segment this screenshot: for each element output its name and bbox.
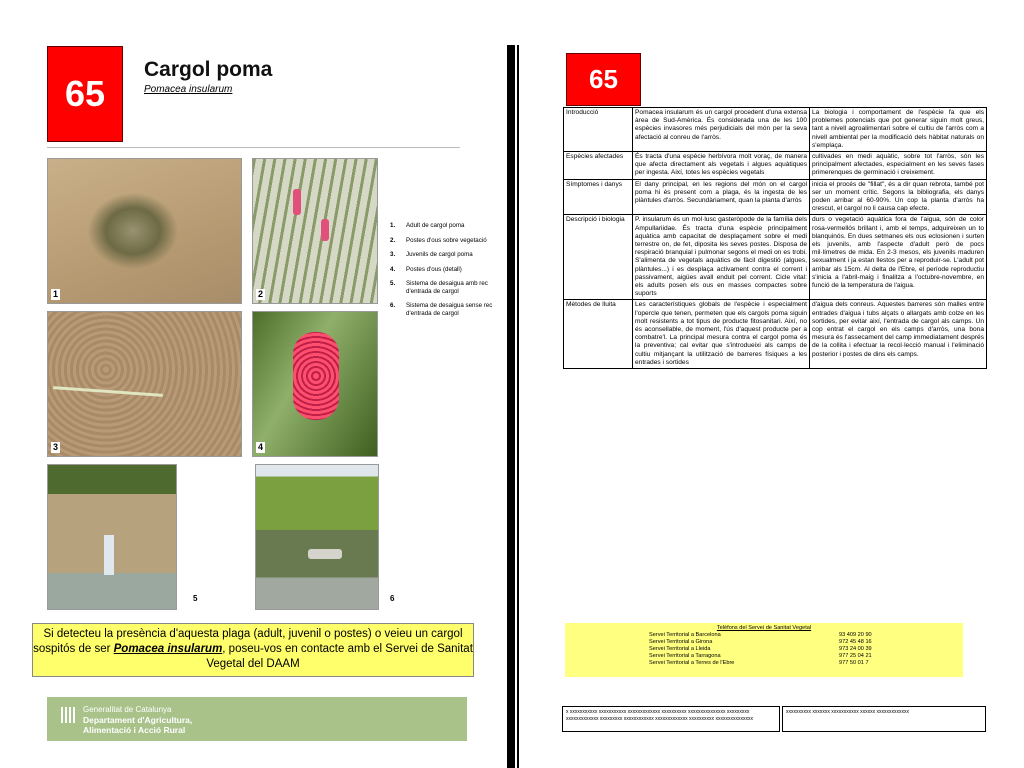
page-spine (507, 45, 515, 768)
title-divider (47, 147, 460, 148)
legend-item: 3. Juvenils de cargol poma (390, 251, 473, 258)
photo-drain-with-inlet (47, 464, 177, 610)
photo-legend (390, 222, 500, 324)
info-table (563, 107, 987, 369)
legend-item: 6. Sistema de desaigua sense rec d'entrada de cargol (390, 302, 493, 317)
photo-drain-without-inlet (255, 464, 379, 610)
photo-number: 4 (258, 442, 264, 452)
gencat-logo-banner (47, 697, 467, 741)
legend-item: 2. Postes d'ous sobre vegetació (390, 236, 487, 244)
table-row: Descripció i biologia P. insularum és un mol·lusc gasteròpode de la família dels Ampullariidae. És tracta d'una espècie principalment aquàtica amb capacitat de desplaçament sobre el medi terrestre on, de fet, diposita les seves postes. Disposa de respiració branquial i pulmonar segons el medi on es trobi. S'alimenta de vegetals aquàtics de fàcil digestió (algues, plàntules...) i es desplaça activament contra el corrent i passivament, aigües avall enduit pel corrent. Cicle vital: els adults posen els ous en masses compactes sobre suports durs o vegetació aquàtica fora de l'aigua, són de color rosa-vermellós brillant i, amb el temps, adquireixen un to blanquinós. En dues setmanes els ous eclosionen i surten els juvenils, amb l'aspecte d'adult però de pocs mil·límetres de mida. En 2-3 mesos, els juvenils maduren sexualment i ja estan llestos per a reproduir-se. L'adult pot arribar als 15cm. Al delta de l'Ebre, el període reproductiu s'inicia a l'abril-maig i finalitza a l'octubre-novembre, en funció de la temperatura de l'aigua. (564, 215, 987, 300)
phone-row: Servei Territorial a Girona 972 45 48 16 (649, 639, 872, 645)
gencat-name: Generalitat de Catalunya (83, 705, 172, 714)
photo-number: 3 (53, 442, 59, 452)
phone-row: Servei Territorial a Tarragona 977 25 04 21 (649, 653, 872, 659)
scientific-name: Pomacea insularum (144, 84, 233, 95)
photo-number: 5 (193, 594, 198, 603)
page-title: Cargol poma (144, 58, 273, 81)
gencat-logo-icon (61, 707, 76, 723)
table-row: Mètodes de lluita Les característiques globals de l'espècie i especialment l'opercle que tenen, permeten que els cargols poma siguin molt resistents a tot tipus de producte fitosanitari. Així, no és aconsellable, de moment, l'ús d'aquest producte per a combatre'l. La principal mesura contra el cargol poma és la preventiva; cal evitar que s'introdueixi als camps de cultiu mitjançant la utilització de barreres físiques a les entrades i sortides d'aigua dels conreus. Aquestes barreres són malles entre entrades d'aigua i tubs alçats o allargats amb colze en les sortides, per evitar així, l'entrada de cargol als camps. Un cop entrat el cargol en els camps d'arròs, una bona mesura és l'assecament del camp immediatament després de la collita i efectuar la recol·lecció manual i l'eliminació posterior i postes de dins els camps. (564, 300, 987, 369)
photo-adult-snail (47, 158, 242, 304)
table-row: Espècies afectades És tracta d'una espècie herbívora molt voraç, de manera que afecta directament als vegetals i algues aquàtiques per ingesta. Així, totes les espècies vegetals cultivades en medi aquàtic, sobre tot l'arròs, són les principalment afectades, especialment en les seves fases primerenques de germinació i creixement. (564, 152, 987, 180)
grass-blade (53, 386, 163, 397)
legend-item: 5. Sistema de desaigua amb rec d'entrada de cargol (390, 280, 488, 295)
phone-row: Servei Territorial a Lleida 973 24 00 39 (649, 646, 872, 652)
phones-title: Telèfons del Servei de Sanitat Vegetal (716, 625, 812, 631)
phone-row: Servei Territorial a Barcelona 93 409 20 90 (649, 632, 872, 638)
page-spine-line (517, 45, 519, 768)
egg-cluster-marker (293, 189, 301, 215)
department-name: Departament d'Agricultura, Alimentació i Acció Rural (83, 715, 193, 735)
phone-row: Servei Territorial a Terres de l'Ebre 977 50 01 7 (649, 660, 869, 666)
photo-egg-mass-detail (252, 311, 378, 457)
table-row: Introducció Pomacea insularum és un cargol procedent d'una extensa àrea de Sud-Amèrica. És considerada una de les 100 espècies invasores més perjudicials del món per la seva afectació al conreu de l'arròs. La biologia i comportament de l'espècie fa que els problemes potencials que pot generar siguin molt greus, tant a nivell agroalimentari sobre el cultiu de l'arròs com a nivell ambiental per la modificació dels hàbitat naturals on s'emplaça. (564, 108, 987, 152)
legend-item: 1. Adult de cargol poma (390, 222, 465, 229)
drain-pipe (308, 549, 342, 559)
photo-number: 2 (258, 289, 264, 299)
phone-directory-box (565, 623, 963, 677)
contact-warning-box: Si detecteu la presència d'aquesta plaga (adult, juvenil o postes) o veieu un cargol sospitós de ser Pomacea insularum, poseu-vos en contacte amb el Servei de Sanitat Vegetal del DAAM (32, 623, 474, 677)
egg-cluster-marker (321, 219, 329, 241)
water-flow (104, 535, 114, 575)
footer-left-box: x xxxxxxxxxxx xxxxxxxxxxx xxxxxxxxxxxxx xxxxxxxxxx xxxxxxxxxxxxxxx xxxxxxxxx xxxxxxxxxxxxx xxxxxxxxx xxxxxxxxxxxx xxxxxxxxxxxxx xxxxxxxxxx xxxxxxxxxxxxxxx (562, 706, 780, 732)
footer-right-box: xxxxxxxxxx xxxxxxx xxxxxxxxxxx xxxxxx xxxxxxxxxxxxx (782, 706, 986, 732)
photo-number: 6 (390, 594, 395, 603)
left-page-number-badge: 65 (47, 46, 123, 142)
table-row: Símptomes i danys El dany principal, en les regions del món on el cargol poma hi és present com a plaga, és la ingesta de les plàntules d'arròs. Secundàriament, quan la planta d'arròs inicia el procés de "fillat", és a dir quan rebrota, també pot ser un moment crític. Segons la bibliografia, els danys poden arribar al 60-90%. Un cop la planta d'arròs ha crescut, el cargol no li causa cap efecte. (564, 179, 987, 215)
egg-mass (293, 332, 339, 420)
photo-egg-clusters-vegetation (252, 158, 378, 304)
right-page-number-badge: 65 (566, 53, 641, 106)
photo-number: 1 (53, 289, 59, 299)
photo-juvenile-snails (47, 311, 242, 457)
legend-item: 4. Postes d'ous (detall) (390, 265, 462, 273)
